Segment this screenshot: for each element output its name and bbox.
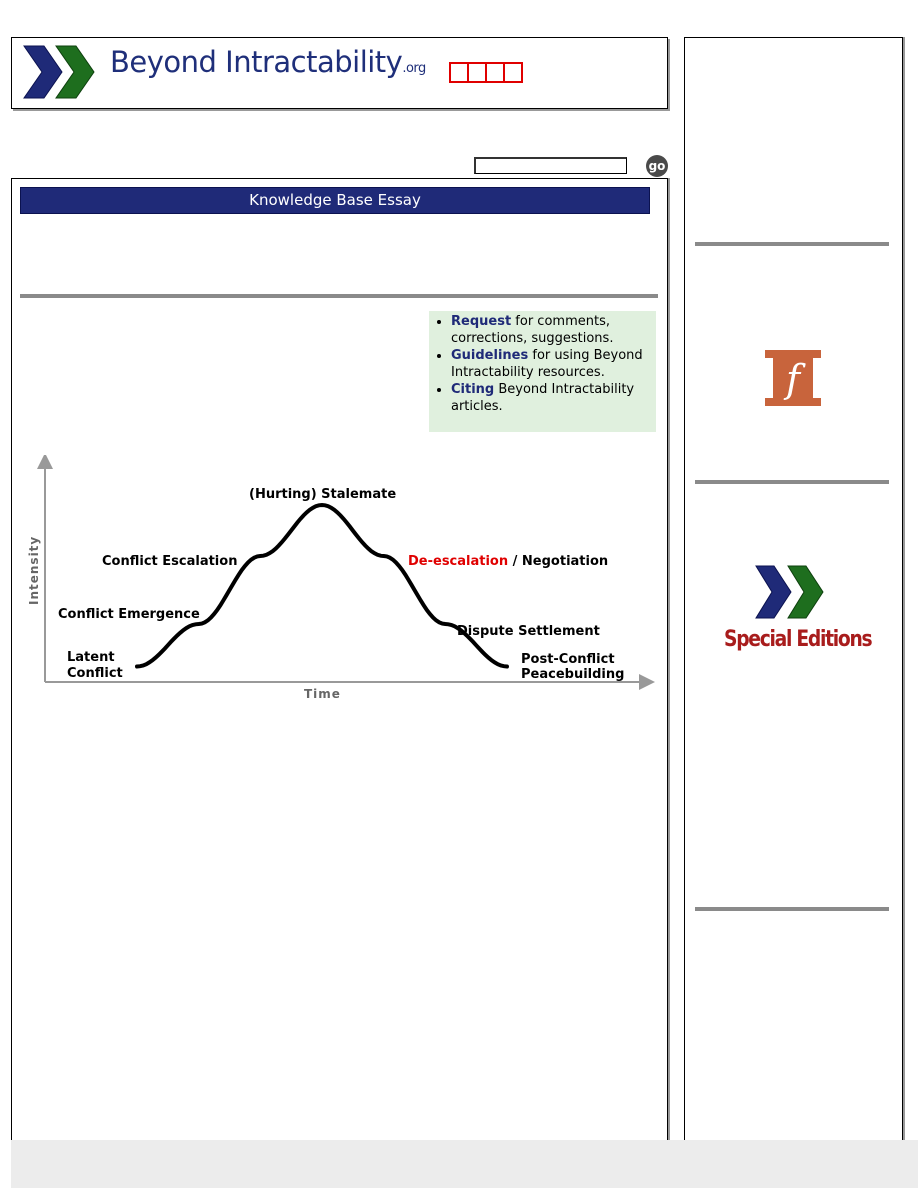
missing-glyph-box-1 bbox=[449, 62, 469, 83]
label-peacebuilding: Peacebuilding bbox=[521, 667, 625, 682]
sidebar-divider bbox=[695, 480, 889, 484]
info-item-request bbox=[451, 313, 656, 347]
site-logo-icon[interactable] bbox=[22, 44, 102, 100]
info-item-text: Beyond Intractability articles. bbox=[451, 382, 635, 414]
x-axis-label: Time bbox=[304, 687, 341, 701]
info-list bbox=[429, 311, 656, 415]
citing-link[interactable]: Citing bbox=[451, 382, 495, 397]
info-box bbox=[429, 311, 656, 432]
missing-glyph-box-4 bbox=[503, 62, 523, 83]
site-name-text: Beyond Intractability bbox=[110, 45, 403, 79]
y-axis-label: Intensity bbox=[27, 535, 41, 605]
info-item-citing bbox=[451, 381, 656, 415]
label-latent: Latent bbox=[67, 650, 115, 665]
special-editions-link[interactable]: Special Editions bbox=[724, 627, 872, 652]
label-negotiation: / Negotiation bbox=[508, 554, 609, 569]
label-deescalation-red: De-escalation bbox=[408, 554, 509, 569]
sidebar-divider bbox=[695, 907, 889, 911]
info-item-text: for comments, corrections, suggestions. bbox=[451, 314, 614, 346]
site-name[interactable] bbox=[110, 45, 426, 79]
special-editions-logo-icon[interactable] bbox=[755, 565, 830, 620]
label-emergence: Conflict Emergence bbox=[58, 607, 200, 622]
section-title-bar: Knowledge Base Essay bbox=[20, 187, 650, 214]
site-suffix: .org bbox=[402, 61, 426, 76]
search-input[interactable] bbox=[474, 157, 627, 174]
label-settlement: Dispute Settlement bbox=[457, 624, 600, 639]
info-item-guidelines bbox=[451, 347, 656, 381]
missing-glyph-box-3 bbox=[485, 62, 505, 83]
conflict-curve bbox=[137, 505, 507, 667]
label-conflict: Conflict bbox=[67, 666, 123, 681]
f-logo-icon[interactable] bbox=[765, 350, 821, 406]
search-go-button[interactable]: go bbox=[646, 155, 668, 177]
guidelines-link[interactable]: Guidelines bbox=[451, 348, 529, 363]
label-stalemate: (Hurting) Stalemate bbox=[249, 487, 397, 502]
label-escalation: Conflict Escalation bbox=[102, 554, 238, 569]
main-divider bbox=[20, 294, 658, 298]
sidebar-divider bbox=[695, 242, 889, 246]
request-link[interactable]: Request bbox=[451, 314, 512, 329]
conflict-stages-chart bbox=[25, 455, 655, 705]
label-post-conflict: Post-Conflict bbox=[521, 652, 615, 667]
footer-band bbox=[11, 1140, 918, 1188]
info-item-text: for using Beyond Intractability resources. bbox=[451, 348, 643, 380]
label-deescalation bbox=[408, 554, 608, 569]
svg-text:f: f bbox=[785, 357, 801, 401]
missing-glyph-box-2 bbox=[467, 62, 487, 83]
